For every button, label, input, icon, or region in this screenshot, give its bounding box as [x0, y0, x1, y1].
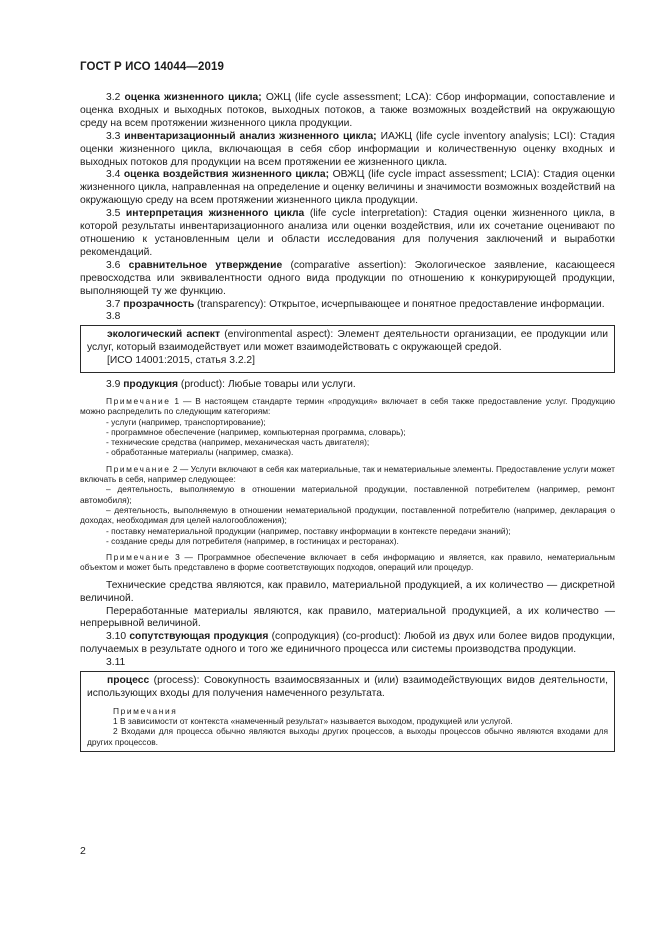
term-entry-3-8 [87, 329, 608, 355]
term-source: [ИСО 14001:2015, статья 3.2.2] [107, 355, 255, 367]
list-item: - программное обеспечение (например, компьютерная программа, словарь); [106, 426, 406, 437]
page-number: 2 [80, 845, 86, 857]
term-name: сопутствующая продукция [129, 631, 269, 643]
notes-label: Примечания [113, 705, 178, 716]
term-definition: ОВЖЦ (life cycle impact assessment; LCIA): Стадия оценки жизненного цикла, направленная на определение и оценку величины и значимости возможных воздействий на окружающую среду на всем протяжении жизненного цикла продукции. [80, 169, 615, 207]
term-number: 3.6 [106, 259, 129, 271]
term-entry-3-3 [80, 131, 615, 170]
term-number: 3.10 [106, 631, 130, 643]
term-box-3-11 [80, 671, 615, 752]
list-item: – деятельность, выполняемую в отношении материальной продукции, поставленной потребителем (например, ремонт автомобиля); [80, 484, 615, 505]
term-definition: (comparative assertion): Экологическое заявление, касающееся превосходства или эквивалентности одного вида продукции по отношению к конкурирующей продукции, выполняющей ту же функцию. [80, 259, 615, 297]
term-number-3-11: 3.11 [106, 657, 126, 669]
term-entry-3-10 [80, 631, 615, 657]
term-entry-3-9 [80, 379, 615, 392]
note-label: Примечание [106, 552, 171, 563]
term-box-3-8 [80, 325, 615, 373]
note-item: 2 Входами для процесса обычно являются выходы других процессов, а выходы процессов обычно являются входами для других процессов. [87, 726, 608, 747]
term-entry-3-7 [80, 299, 615, 312]
list-item: - обработанные материалы (например, смазка). [106, 447, 294, 458]
term-name: оценка воздействия жизненного цикла; [123, 169, 330, 181]
term-name: сравнительное утверждение [128, 259, 283, 271]
note-item: 1 В зависимости от контекста «намеченный результат» называется выходом, продукцией или услугой. [113, 716, 513, 727]
term-entry-3-2 [80, 92, 615, 131]
term-name: экологический аспект [107, 329, 220, 341]
note-1 [80, 396, 615, 458]
term-number: 3.5 [106, 208, 126, 220]
document-body [80, 92, 615, 752]
note-text: 2 — Услуги включают в себя как материальные, так и нематериальные элементы. Предоставление услуги может включать в себя, например следующее: [80, 463, 615, 485]
list-item: - создание среды для потребителя (например, в гостиницах и ресторанах). [106, 535, 399, 546]
term-definition: ИАЖЦ (life cycle inventory analysis; LCI): Стадия оценки жизненного цикла, включающая в себя сбор информации и количественную оценку входных и выходных потоков для продукции на всем протяжении ее жизненного цикла. [80, 130, 615, 168]
note-text: 1 — В настоящем стандарте термин «продукция» включает в себя также предоставление услуг. Продукцию можно распределить по следующим категориям: [80, 395, 615, 417]
term-entry-3-11 [87, 675, 608, 701]
term-number: 3.7 [106, 298, 124, 310]
term-definition: (process): Совокупность взаимосвязанных и (или) взаимодействующих видов деятельности, использующих входы для получения намеченного результата. [87, 675, 608, 699]
term-definition: (transparency): Открытое, исчерпывающее и понятное предоставление информации. [194, 298, 605, 310]
term-definition: (environmental aspect): Элемент деятельности организации, ее продукции или услуг, который взаимодействует или может взаимодействовать с окружающей средой. [87, 329, 608, 354]
list-item: - услуги (например, транспортирование); [106, 416, 266, 427]
term-number: 3.9 [106, 379, 124, 391]
term-number-3-8: 3.8 [106, 311, 121, 323]
term-name: интерпретация жизненного цикла [125, 208, 305, 220]
term-definition: (сопродукция) (co-product): Любой из двух или более видов продукции, получаемых в результате одного и того же единичного процесса или системы производства продукции. [80, 631, 615, 656]
list-item: – деятельность, выполняемую в отношении нематериальной продукции, поставленной потребителю (например, декларация о доходах, необходимая для целей налогообложения); [80, 504, 615, 526]
term-definition: (product): Любые товары или услуги. [178, 379, 356, 391]
paragraph: Переработанные материалы являются, как правило, материальной продукцией, а их количество — непрерывной величиной. [80, 605, 615, 630]
term-number: 3.4 [106, 169, 124, 181]
note-2 [80, 464, 615, 546]
list-item: - поставку нематериальной продукции (например, поставку информации в контексте передачи знаний); [106, 525, 511, 536]
term-number: 3.3 [106, 130, 125, 142]
term-name: оценка жизненного цикла; [124, 92, 262, 103]
term-entry-3-5 [80, 208, 615, 260]
term-definition: ОЖЦ (life cycle assessment; LCA): Сбор информации, сопоставление и оценка входных и выходных потоков, выходных потоков, а также возможных воздействий на окружающую среду на всем протяжении жизненного цикла продукции. [80, 92, 615, 129]
term-entry-3-6 [80, 260, 615, 299]
list-item: - технические средства (например, механическая часть двигателя); [106, 437, 370, 448]
term-name: процесс [107, 675, 150, 687]
note-text: 3 — Программное обеспечение включает в себя информацию и является, как правило, нематериальным объектом и может быть представлено в форме соответствующих подходов, операций или процедур. [80, 552, 615, 573]
note-label: Примечание [106, 463, 171, 474]
paragraph: Технические средства являются, как правило, материальной продукцией, а их количество — дискретной величиной. [80, 579, 615, 604]
term-name: прозрачность [123, 298, 195, 310]
document-header: ГОСТ Р ИСО 14044—2019 [80, 61, 225, 73]
note-label: Примечание [106, 395, 171, 406]
term-entry-3-4 [80, 169, 615, 208]
term-name: инвентаризационный анализ жизненного цикла; [124, 130, 377, 142]
term-definition: (life cycle interpretation): Стадия оценки жизненного цикла, в которой результаты инвентаризационного анализа или оценки воздействия, или их сочетание оценивают по отношению к установленным цели и области исследования для получения заключений и выработки рекомендаций. [80, 208, 615, 258]
note-3 [80, 552, 615, 573]
term-name: продукция [123, 379, 179, 391]
term-number: 3.2 [106, 92, 125, 103]
